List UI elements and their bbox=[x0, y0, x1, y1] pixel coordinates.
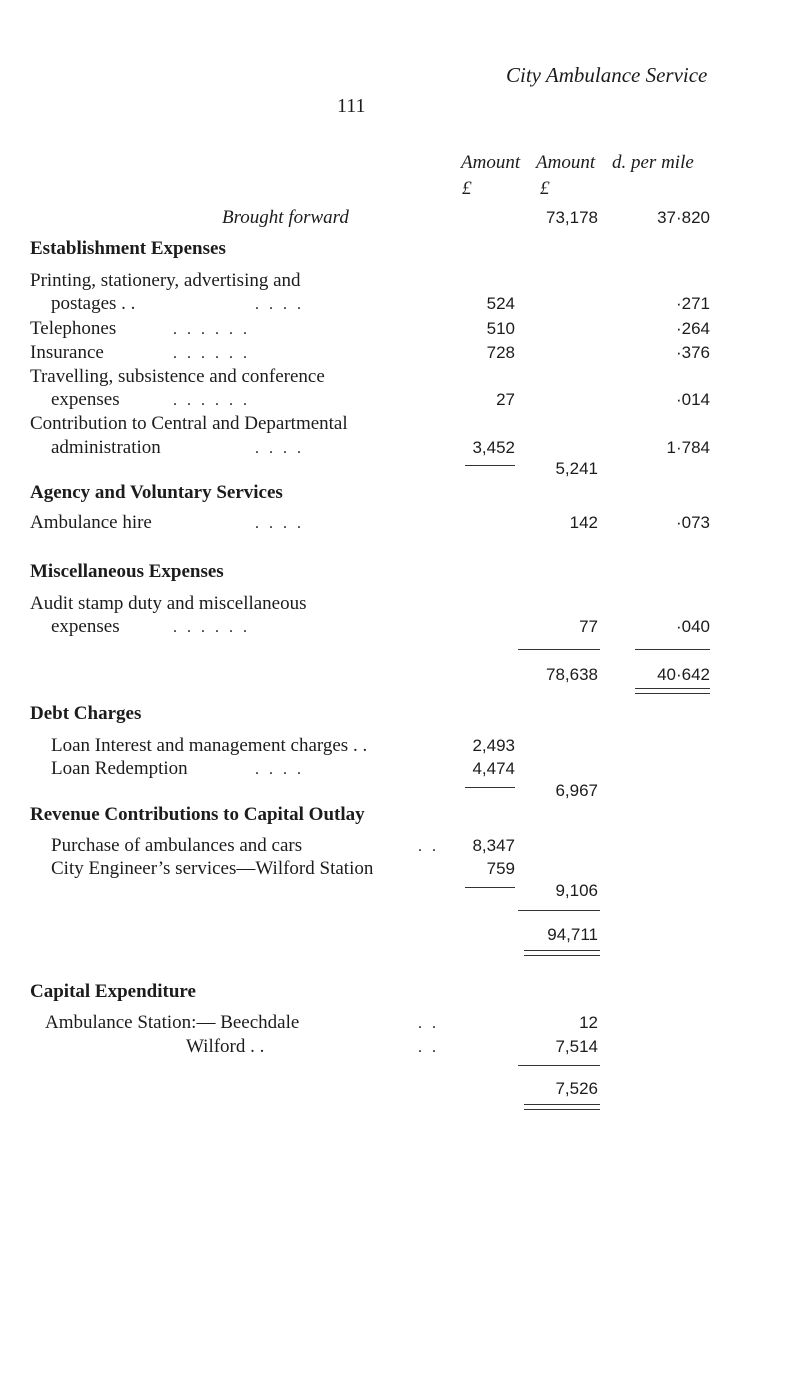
leader-dots: . . . . . . bbox=[173, 321, 250, 338]
column-unit-pound-2: £ bbox=[540, 178, 550, 199]
contribution-label-line1: Contribution to Central and Departmental bbox=[30, 413, 348, 434]
brought-forward-amount: 73,178 bbox=[546, 208, 598, 227]
agency-heading: Agency and Voluntary Services bbox=[30, 482, 283, 503]
printing-amount: 524 bbox=[486, 294, 515, 313]
total-rule-per-mile bbox=[635, 649, 710, 650]
total-rule bbox=[518, 910, 600, 911]
brought-forward-label: Brought forward bbox=[222, 207, 349, 228]
misc-heading: Miscellaneous Expenses bbox=[30, 561, 224, 582]
ambulance-hire-per-mile: ·073 bbox=[675, 513, 710, 532]
leader-dots: . . . . bbox=[255, 761, 304, 778]
engineer-amount: 759 bbox=[486, 859, 515, 878]
column-header-amount-2: Amount bbox=[536, 152, 596, 173]
total-rule bbox=[518, 649, 600, 650]
audit-per-mile: ·040 bbox=[675, 617, 710, 636]
establishment-heading: Establishment Expenses bbox=[30, 238, 226, 259]
telephones-amount: 510 bbox=[486, 319, 515, 338]
leader-dots: . . . . bbox=[255, 296, 304, 313]
column-unit-pound-1: £ bbox=[462, 178, 472, 199]
grand-total: 94,711 bbox=[547, 925, 598, 944]
ambulance-station-label: Ambulance Station:— Beechdale bbox=[45, 1012, 300, 1033]
insurance-per-mile: ·376 bbox=[675, 343, 710, 362]
debt-heading: Debt Charges bbox=[30, 703, 142, 724]
loan-interest-amount: 2,493 bbox=[472, 736, 515, 755]
insurance-label: Insurance bbox=[30, 342, 104, 363]
revenue-subtotal: 9,106 bbox=[555, 881, 598, 900]
contribution-per-mile: 1·784 bbox=[666, 438, 710, 457]
ambulance-hire-amount: 142 bbox=[569, 513, 598, 532]
travelling-label-line2: expenses bbox=[51, 389, 120, 410]
double-rule bbox=[524, 1104, 600, 1110]
column-header-amount-1: Amount bbox=[461, 152, 521, 173]
purchase-label: Purchase of ambulances and cars bbox=[51, 835, 303, 856]
leader-dots: . . bbox=[418, 1015, 439, 1032]
capital-heading: Capital Expenditure bbox=[30, 981, 196, 1002]
leader-dots: . . bbox=[418, 838, 439, 855]
total-rule bbox=[518, 1065, 600, 1066]
loan-redemption-label: Loan Redemption bbox=[51, 758, 188, 779]
loan-interest-label: Loan Interest and management charges . . bbox=[51, 735, 368, 756]
double-rule bbox=[524, 950, 600, 956]
capital-total: 7,526 bbox=[555, 1079, 598, 1098]
loan-redemption-amount: 4,474 bbox=[472, 759, 515, 778]
double-rule bbox=[635, 688, 710, 694]
leader-dots: . . . . . . bbox=[173, 619, 250, 636]
printing-per-mile: ·271 bbox=[675, 294, 710, 313]
telephones-per-mile: ·264 bbox=[675, 319, 710, 338]
travelling-label-line1: Travelling, subsistence and conference bbox=[30, 366, 325, 387]
misc-total-per-mile: 40·642 bbox=[657, 665, 710, 684]
misc-total-amount: 78,638 bbox=[546, 665, 598, 684]
leader-dots: . . . . bbox=[255, 440, 304, 457]
wilford-amount: 7,514 bbox=[555, 1037, 598, 1056]
revenue-heading: Revenue Contributions to Capital Outlay bbox=[30, 804, 365, 825]
page-number: 111 bbox=[337, 95, 366, 117]
contribution-amount: 3,452 bbox=[472, 438, 515, 457]
wilford-label: Wilford . . bbox=[186, 1036, 265, 1057]
engineer-label: City Engineer’s services—Wilford Station bbox=[51, 858, 374, 879]
leader-dots: . . . . . . bbox=[173, 392, 250, 409]
debt-subtotal: 6,967 bbox=[555, 781, 598, 800]
leader-dots: . . bbox=[418, 1039, 439, 1056]
contribution-label-line2: administration bbox=[51, 437, 161, 458]
purchase-amount: 8,347 bbox=[472, 836, 515, 855]
ambulance-hire-label: Ambulance hire bbox=[30, 512, 152, 533]
insurance-amount: 728 bbox=[486, 343, 515, 362]
travelling-amount: 27 bbox=[496, 390, 515, 409]
establishment-subtotal: 5,241 bbox=[555, 459, 598, 478]
audit-amount: 77 bbox=[579, 617, 598, 636]
leader-dots: . . . . bbox=[255, 515, 304, 532]
brought-forward-per-mile: 37·820 bbox=[657, 208, 710, 227]
audit-label-line2: expenses bbox=[51, 616, 120, 637]
column-header-per-mile: d. per mile bbox=[612, 152, 694, 173]
telephones-label: Telephones bbox=[30, 318, 117, 339]
audit-label-line1: Audit stamp duty and miscellaneous bbox=[30, 593, 307, 614]
running-title: City Ambulance Service bbox=[506, 63, 708, 87]
leader-dots: . . . . . . bbox=[173, 345, 250, 362]
printing-label-line1: Printing, stationery, advertising and bbox=[30, 270, 301, 291]
beechdale-amount: 12 bbox=[579, 1013, 598, 1032]
travelling-per-mile: ·014 bbox=[675, 390, 710, 409]
printing-label-line2: postages . . bbox=[51, 293, 136, 314]
